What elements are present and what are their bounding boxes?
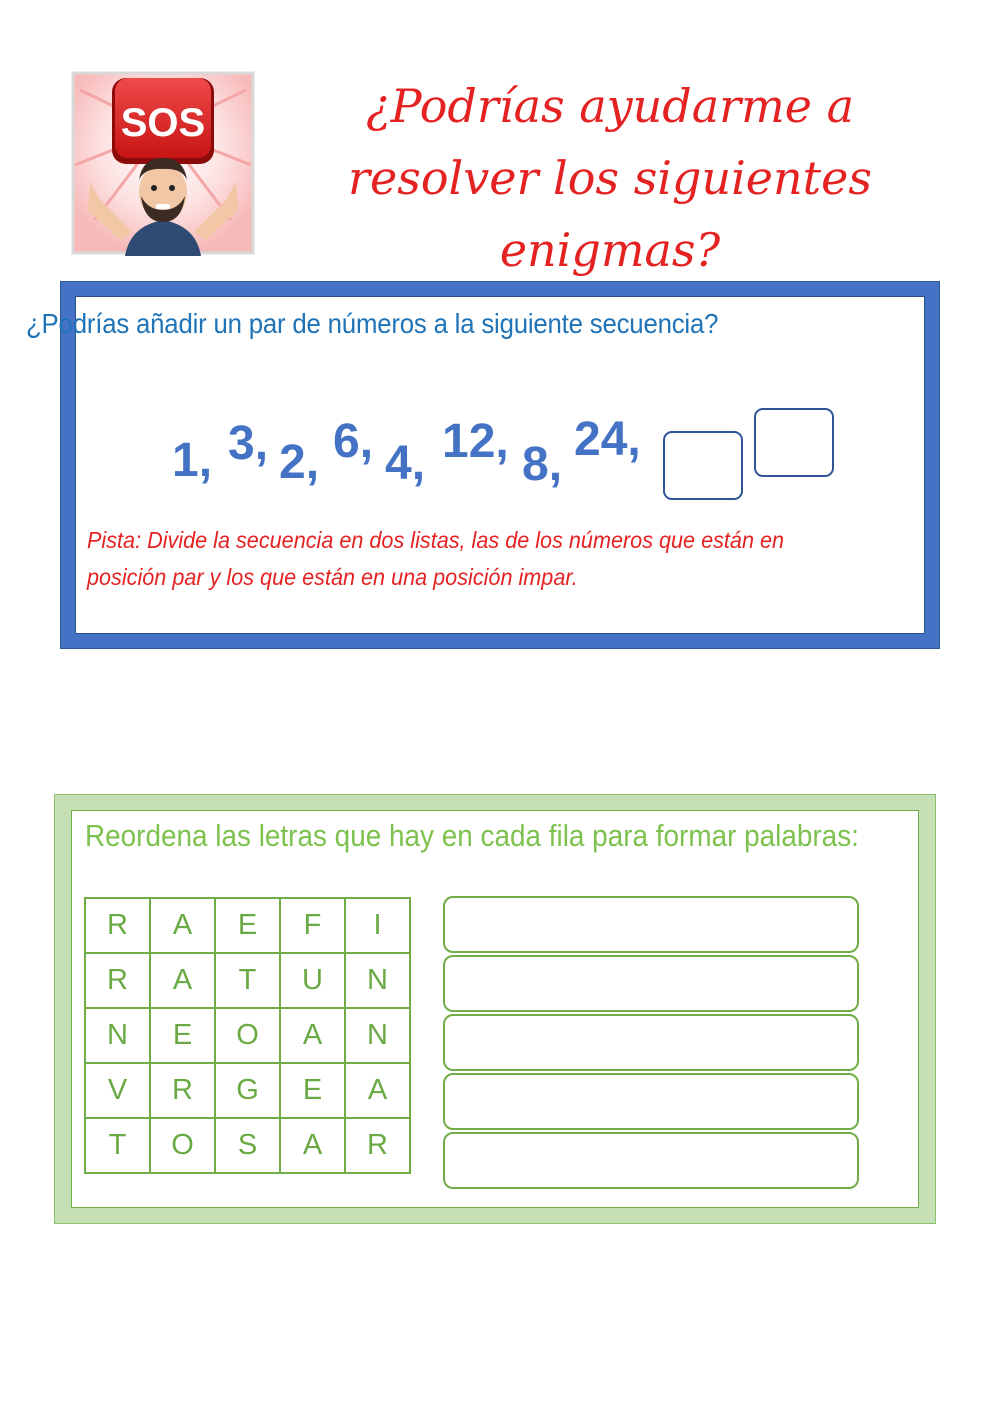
letter-cell: V bbox=[85, 1063, 150, 1118]
title-line: resolver los siguientes bbox=[348, 151, 872, 205]
sequence-answer-box-2[interactable] bbox=[754, 408, 834, 477]
letter-cell: N bbox=[345, 1008, 410, 1063]
sequence-number: 1, bbox=[172, 434, 213, 487]
sos-avatar-image bbox=[70, 70, 256, 256]
sequence-answer-box-1[interactable] bbox=[663, 431, 743, 500]
letter-cell: A bbox=[345, 1063, 410, 1118]
hint-line: posición par y los que están en una posición impar. bbox=[87, 564, 578, 590]
letter-cell: T bbox=[215, 953, 280, 1008]
letter-cell: F bbox=[280, 898, 345, 953]
letter-row bbox=[85, 1063, 410, 1118]
word-answer-input-3[interactable] bbox=[443, 1014, 859, 1071]
letter-cell: G bbox=[215, 1063, 280, 1118]
letter-cell: A bbox=[150, 953, 215, 1008]
hint-text bbox=[87, 522, 858, 596]
letter-cell: N bbox=[85, 1008, 150, 1063]
letter-cell: A bbox=[150, 898, 215, 953]
svg-text:SOS: SOS bbox=[120, 101, 206, 145]
letter-cell: A bbox=[280, 1008, 345, 1063]
sequence-number: 2, bbox=[279, 436, 320, 489]
hint-line: Pista: Divide la secuencia en dos listas, las de los números que están en bbox=[87, 527, 785, 553]
letter-cell: T bbox=[85, 1118, 150, 1173]
letter-row bbox=[85, 898, 410, 953]
sequence-number: 4, bbox=[385, 437, 426, 490]
letter-cell: O bbox=[150, 1118, 215, 1173]
sequence-number: 6, bbox=[333, 415, 374, 468]
words-question: Reordena las letras que hay en cada fila para formar palabras: bbox=[85, 818, 859, 853]
letter-cell: E bbox=[150, 1008, 215, 1063]
letter-cell: N bbox=[345, 953, 410, 1008]
letter-cell: E bbox=[280, 1063, 345, 1118]
letter-cell: R bbox=[85, 898, 150, 953]
word-answer-input-4[interactable] bbox=[443, 1073, 859, 1130]
letter-cell: R bbox=[85, 953, 150, 1008]
sequence-question: ¿Podrías añadir un par de números a la siguiente secuencia? bbox=[26, 308, 719, 339]
letter-row bbox=[85, 953, 410, 1008]
sequence-number: 8, bbox=[522, 438, 563, 491]
letter-cell: R bbox=[345, 1118, 410, 1173]
word-answer-input-2[interactable] bbox=[443, 955, 859, 1012]
letter-grid bbox=[84, 897, 411, 1174]
word-answer-input-5[interactable] bbox=[443, 1132, 859, 1189]
letter-cell: U bbox=[280, 953, 345, 1008]
title-line: ¿Podrías ayudarme a bbox=[365, 79, 855, 133]
letter-cell: R bbox=[150, 1063, 215, 1118]
letter-cell: I bbox=[345, 898, 410, 953]
page-title bbox=[330, 70, 890, 286]
letter-cell: A bbox=[280, 1118, 345, 1173]
sequence-number: 12, bbox=[442, 415, 509, 468]
sos-button-icon bbox=[112, 78, 214, 164]
sequence-number: 3, bbox=[228, 417, 269, 470]
letter-cell: O bbox=[215, 1008, 280, 1063]
word-answer-input-1[interactable] bbox=[443, 896, 859, 953]
letter-row bbox=[85, 1118, 410, 1173]
letter-cell: S bbox=[215, 1118, 280, 1173]
title-line: enigmas? bbox=[499, 223, 721, 277]
letter-cell: E bbox=[215, 898, 280, 953]
letter-row bbox=[85, 1008, 410, 1063]
sequence-number: 24, bbox=[574, 413, 641, 466]
